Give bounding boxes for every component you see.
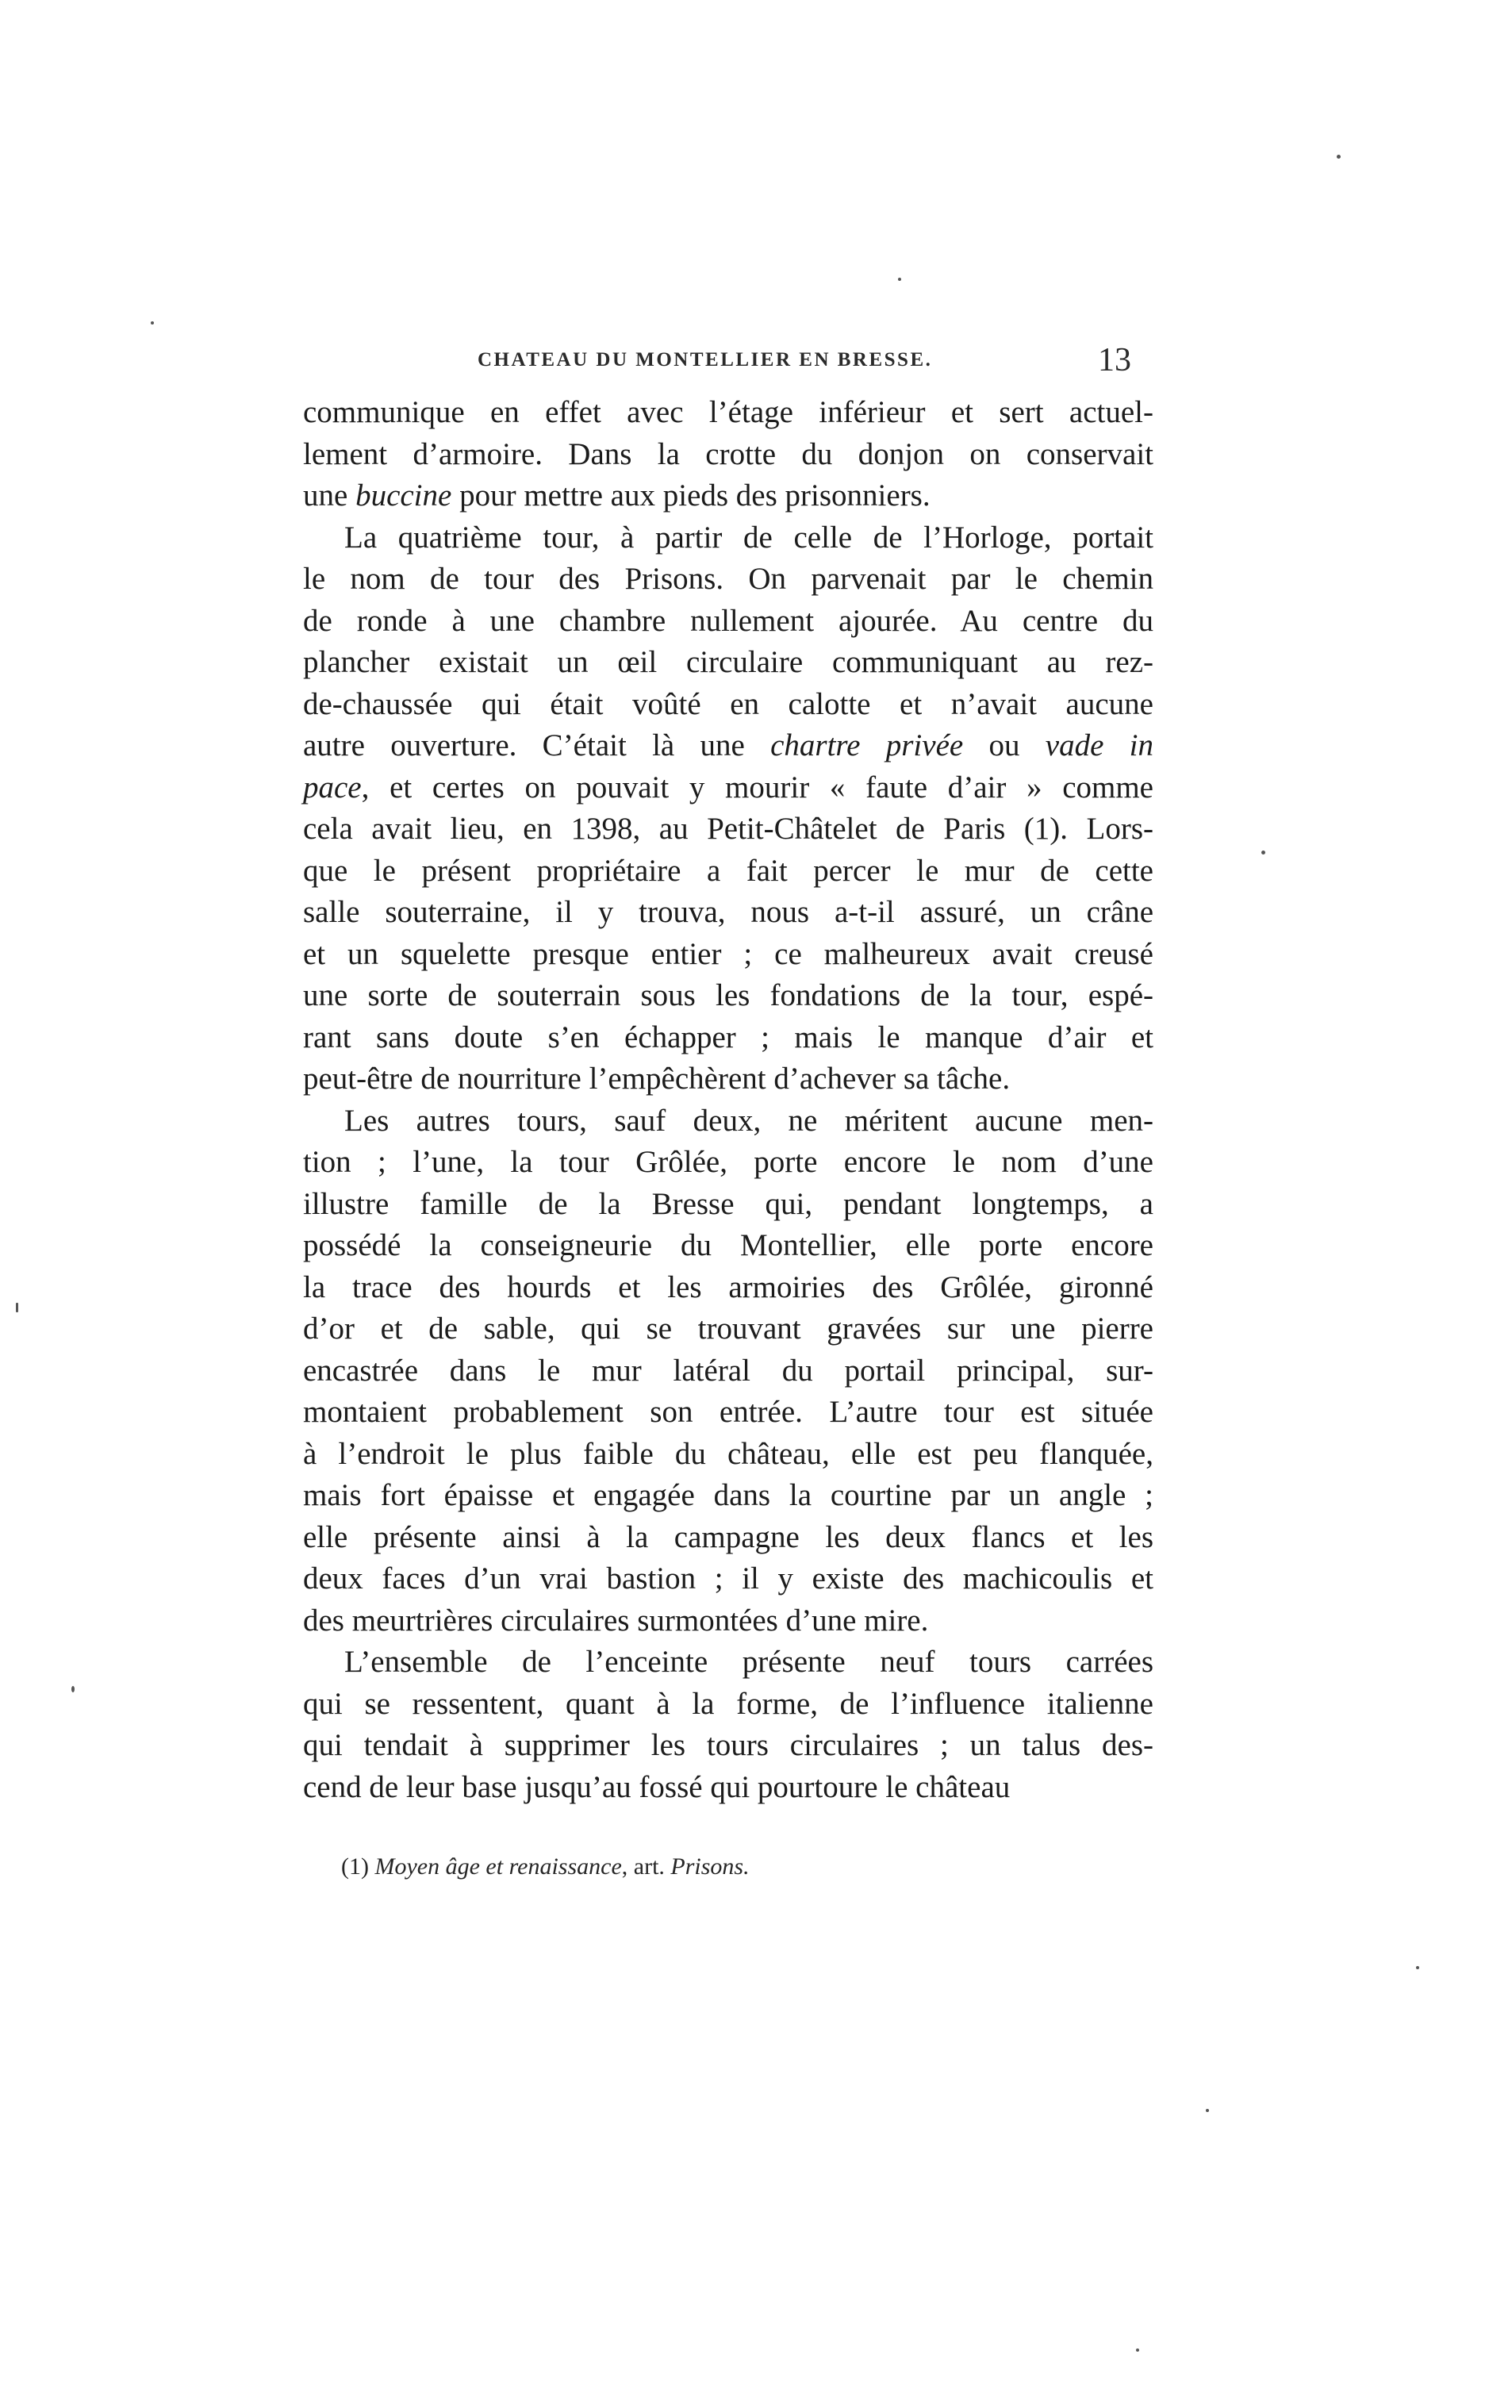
text-line: qui tendait à supprimer les tours circulaires ; un talus des- xyxy=(303,1728,1153,1762)
text-line: salle souterraine, il y trouva, nous a-t-il assuré, un crâne xyxy=(303,895,1153,929)
text-line: mais fort épaisse et engagée dans la courtine par un angle ; xyxy=(303,1478,1153,1512)
scan-speck xyxy=(898,278,901,281)
scan-speck xyxy=(1136,2348,1139,2352)
scan-speck xyxy=(1416,1966,1419,1969)
text-line: pace, et certes on pouvait y mourir « faute d’air » comme xyxy=(303,770,1153,805)
scan-speck xyxy=(1337,155,1341,159)
text-line: lement d’armoire. Dans la crotte du donjon on conservait xyxy=(303,436,1153,471)
text-line: illustre famille de la Bresse qui, pendant longtemps, a xyxy=(303,1186,1153,1221)
text-line: une sorte de souterrain sous les fondations de la tour, espé- xyxy=(303,978,1153,1012)
footnote-separator: , art. xyxy=(621,1853,671,1880)
scan-speck xyxy=(16,1303,18,1312)
paragraph xyxy=(303,1100,1153,1642)
text-line: une buccine pour mettre aux pieds des prisonniers. xyxy=(303,478,931,513)
text-line: autre ouverture. C’était là une chartre privée ou vade in xyxy=(303,728,1153,762)
scan-speck xyxy=(151,321,154,325)
body-text xyxy=(303,392,1153,1808)
page-number: 13 xyxy=(1098,342,1131,378)
text-line: communique en effet avec l’étage inférieur et sert actuel- xyxy=(303,395,1153,429)
text-line: possédé la conseigneurie du Montellier, elle porte encore xyxy=(303,1228,1153,1262)
text-line: que le présent propriétaire a fait percer le mur de cette xyxy=(303,853,1153,888)
text-line: cela avait lieu, en 1398, au Petit-Châtelet de Paris (1). Lors- xyxy=(303,812,1153,846)
text-line: d’or et de sable, qui se trouvant gravées sur une pierre xyxy=(303,1312,1153,1346)
text-line: le nom de tour des Prisons. On parvenait par le chemin xyxy=(303,562,1153,596)
running-head xyxy=(295,342,1168,379)
footnote-marker: (1) xyxy=(341,1853,369,1880)
text-line: elle présente ainsi à la campagne les deux flancs et les xyxy=(303,1519,1153,1554)
scan-speck xyxy=(71,1686,75,1692)
text-line: cend de leur base jusqu’au fossé qui pourtoure le château xyxy=(303,1769,1011,1804)
text-line: peut-être de nourriture l’empêchèrent d’achever sa tâche. xyxy=(303,1062,1011,1096)
text-line: de ronde à une chambre nullement ajourée. Au centre du xyxy=(303,603,1153,638)
text-line: montaient probablement son entrée. L’autre tour est située xyxy=(303,1395,1153,1429)
text-line: qui se ressentent, quant à la forme, de l’influence italienne xyxy=(303,1686,1153,1721)
text-line: et un squelette presque entier ; ce malheureux avait creusé xyxy=(303,936,1153,971)
running-title: CHATEAU DU MONTELLIER EN BRESSE. xyxy=(478,349,933,371)
text-line: La quatrième tour, à partir de celle de l’Horloge, portait xyxy=(344,520,1153,555)
scan-speck xyxy=(1206,2109,1209,2112)
paragraph xyxy=(303,517,1153,1100)
footnote-entry: Prisons. xyxy=(670,1853,750,1880)
scan-speck xyxy=(1261,851,1265,855)
paragraph xyxy=(303,1642,1153,1808)
text-line: des meurtrières circulaires surmontées d’une mire. xyxy=(303,1603,929,1638)
footnote-title: Moyen âge et renaissance xyxy=(374,1853,622,1880)
text-line: plancher existait un œil circulaire communiquant au rez- xyxy=(303,645,1153,679)
text-line: tion ; l’une, la tour Grôlée, porte encore le nom d’une xyxy=(303,1145,1153,1179)
text-line: à l’endroit le plus faible du château, elle est peu flanquée, xyxy=(303,1436,1153,1471)
text-line: de-chaussée qui était voûté en calotte et n’avait aucune xyxy=(303,686,1153,721)
text-line: Les autres tours, sauf deux, ne méritent aucune men- xyxy=(344,1103,1153,1138)
text-line: deux faces d’un vrai bastion ; il y existe des machicoulis et xyxy=(303,1561,1153,1596)
text-line: encastrée dans le mur latéral du portail principal, sur- xyxy=(303,1353,1153,1388)
text-line: L’ensemble de l’enceinte présente neuf tours carrées xyxy=(344,1645,1153,1679)
footnote xyxy=(341,1853,750,1880)
text-line: la trace des hourds et les armoiries des Grôlée, gironné xyxy=(303,1269,1153,1304)
text-line: rant sans doute s’en échapper ; mais le manque d’air et xyxy=(303,1020,1153,1054)
paragraph xyxy=(303,392,1153,517)
